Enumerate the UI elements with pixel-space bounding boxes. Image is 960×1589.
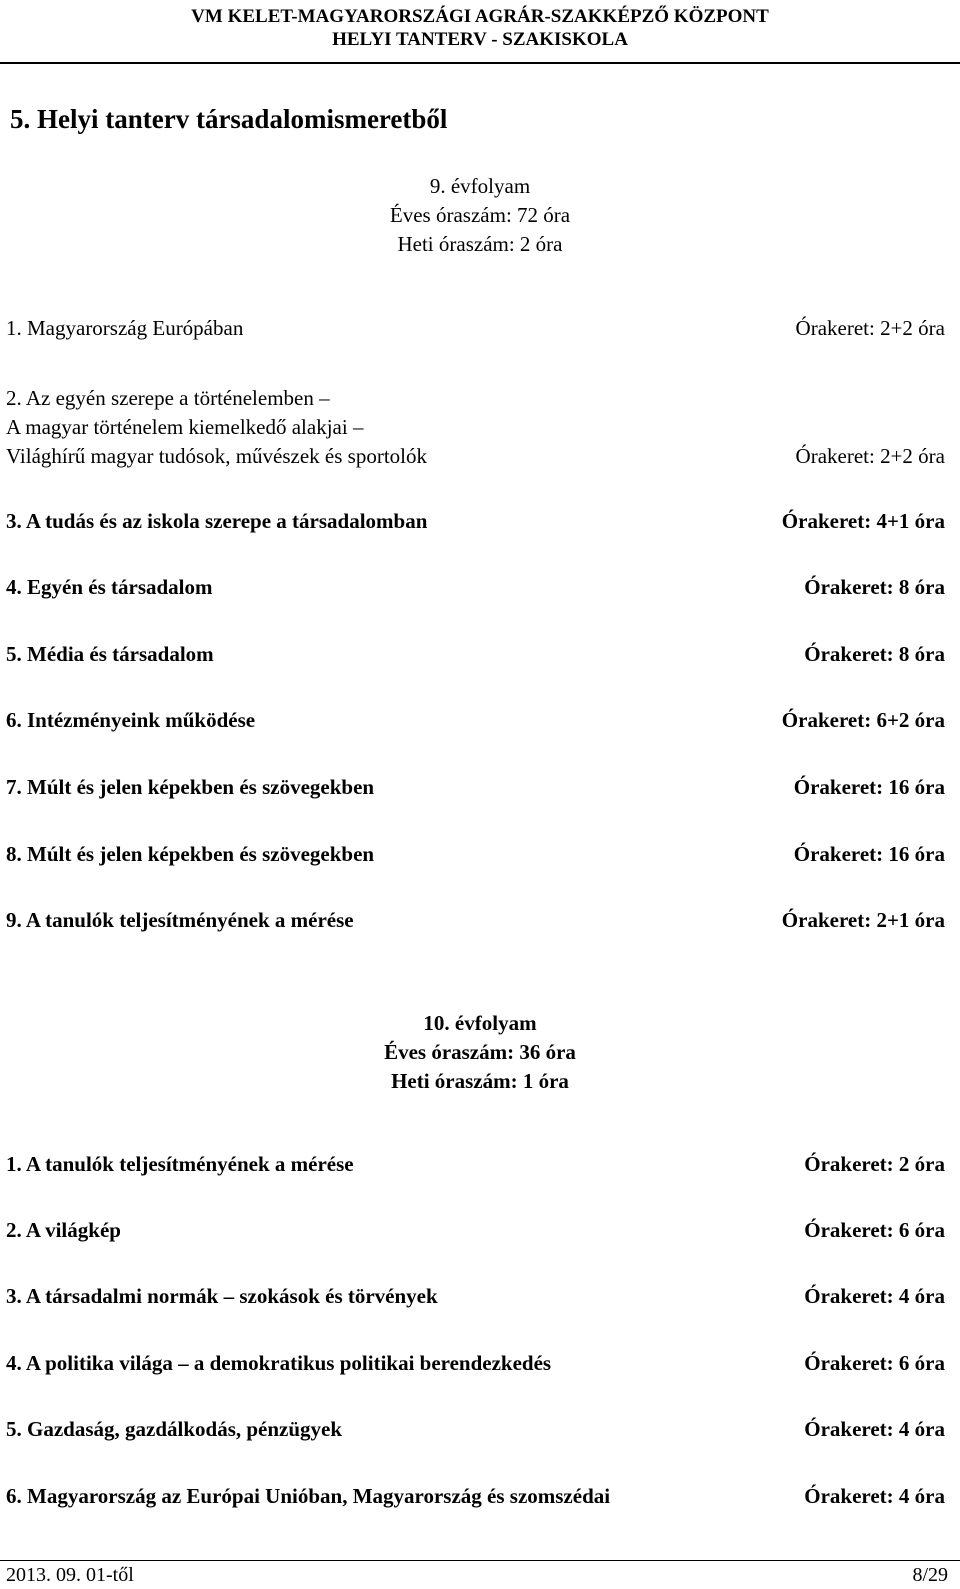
topic-title xyxy=(6,384,427,471)
topic-title: 3. A társadalmi normák – szokások és törvények xyxy=(6,1284,438,1308)
topic-title-line: 2. Az egyén szerepe a történelemben – xyxy=(6,386,330,410)
header-institution: VM KELET-MAGYARORSZÁGI AGRÁR-SZAKKÉPZŐ KÖZPONT xyxy=(191,6,769,27)
topic-title: 2. A világkép xyxy=(6,1218,121,1242)
topic-hours: Órakeret: 8 óra xyxy=(804,642,945,666)
topic-title: 6. Intézményeink működése xyxy=(6,708,256,732)
topic-title-line: Világhírű magyar tudósok, művészek és sportolók xyxy=(6,444,427,468)
footer-date: 2013. 09. 01-től xyxy=(6,1564,134,1586)
topic-hours: Órakeret: 16 óra xyxy=(793,775,945,799)
topic-hours: Órakeret: 2 óra xyxy=(804,1152,945,1176)
topic-hours: Órakeret: 6 óra xyxy=(804,1218,945,1242)
page-title: 5. Helyi tanterv társadalomismeretből xyxy=(10,104,448,134)
grade9-weekly-hours: Heti óraszám: 2 óra xyxy=(397,232,563,256)
topic-hours: Órakeret: 2+2 óra xyxy=(795,316,945,340)
topic-title: 7. Múlt és jelen képekben és szövegekben xyxy=(6,775,375,799)
topic-title: 6. Magyarország az Európai Unióban, Magyarország és szomszédai xyxy=(6,1484,611,1508)
topic-title: 5. Gazdaság, gazdálkodás, pénzügyek xyxy=(6,1417,343,1441)
grade9-label: 9. évfolyam xyxy=(429,174,531,198)
topic-hours: Órakeret: 6+2 óra xyxy=(781,708,945,732)
topic-title: 4. Egyén és társadalom xyxy=(6,575,213,599)
topic-hours: Órakeret: 4+1 óra xyxy=(781,509,945,533)
grade9-summary xyxy=(0,172,960,259)
topic-title: 1. A tanulók teljesítményének a mérése xyxy=(6,1152,354,1176)
grade10-label: 10. évfolyam xyxy=(423,1011,537,1035)
topic-title: 9. A tanulók teljesítményének a mérése xyxy=(6,908,354,932)
topic-hours: Órakeret: 8 óra xyxy=(804,575,945,599)
topic-hours: Órakeret: 2+2 óra xyxy=(795,444,945,468)
header-divider xyxy=(0,62,960,64)
grade9-annual-hours: Éves óraszám: 72 óra xyxy=(389,203,571,227)
topic-title-line: A magyar történelem kiemelkedő alakjai – xyxy=(6,415,364,439)
topic-hours: Órakeret: 16 óra xyxy=(793,842,945,866)
grade10-summary xyxy=(0,1009,960,1096)
topic-title: 1. Magyarország Európában xyxy=(6,316,244,340)
topic-title: 5. Média és társadalom xyxy=(6,642,214,666)
topic-hours: Órakeret: 4 óra xyxy=(804,1484,945,1508)
grade10-annual-hours: Éves óraszám: 36 óra xyxy=(384,1040,576,1064)
grade10-weekly-hours: Heti óraszám: 1 óra xyxy=(391,1069,569,1093)
page-number: 8/29 xyxy=(912,1564,948,1586)
topic-title: 8. Múlt és jelen képekben és szövegekben xyxy=(6,842,375,866)
header-subtitle: HELYI TANTERV - SZAKISKOLA xyxy=(332,29,628,50)
topic-hours: Órakeret: 6 óra xyxy=(804,1351,945,1375)
topic-title: 3. A tudás és az iskola szerepe a társadalomban xyxy=(6,509,428,533)
topic-title: 4. A politika világa – a demokratikus politikai berendezkedés xyxy=(6,1351,552,1375)
topic-hours: Órakeret: 4 óra xyxy=(804,1284,945,1308)
topic-hours: Órakeret: 4 óra xyxy=(804,1417,945,1441)
topic-hours: Órakeret: 2+1 óra xyxy=(781,908,945,932)
footer-divider xyxy=(0,1560,960,1561)
